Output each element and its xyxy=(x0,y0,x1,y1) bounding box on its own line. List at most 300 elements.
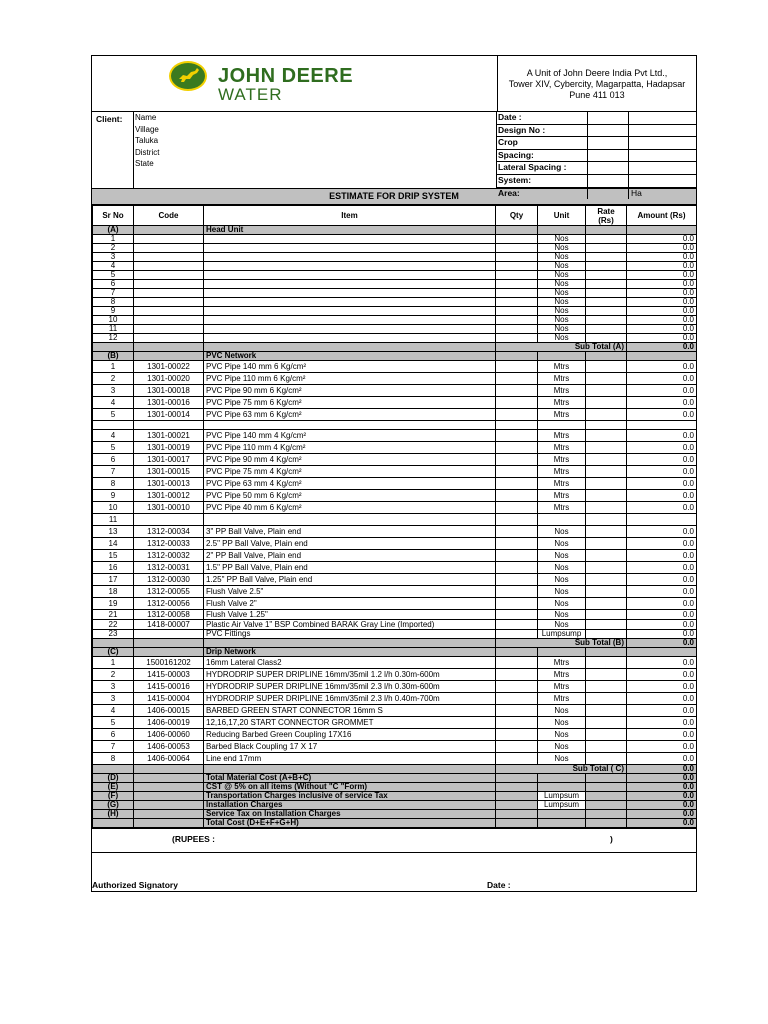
sub-total-blank xyxy=(93,343,134,352)
table-row xyxy=(93,648,697,657)
table-row xyxy=(93,693,697,705)
table-row xyxy=(93,307,697,316)
logo-area xyxy=(92,56,498,111)
cell-item: Reducing Barbed Green Coupling 17X16 xyxy=(204,729,496,741)
cell-qty xyxy=(496,280,538,289)
cell-item: 2.5" PP Ball Valve, Plain end xyxy=(204,538,496,550)
cell-sr-no: 16 xyxy=(93,562,134,574)
cell-rate xyxy=(586,630,627,639)
meta-value[interactable] xyxy=(588,175,629,187)
cell-amount: 0.0 xyxy=(627,729,697,741)
cell-unit: Nos xyxy=(538,289,586,298)
table-row xyxy=(93,316,697,325)
cell-code xyxy=(134,280,204,289)
cell-qty xyxy=(496,669,538,681)
table-row xyxy=(93,657,697,669)
cell-amount: 0.0 xyxy=(627,550,697,562)
cell-code xyxy=(134,262,204,271)
table-row xyxy=(93,741,697,753)
cell-sr-no: 8 xyxy=(93,298,134,307)
brand-subname: WATER xyxy=(218,85,283,104)
cell-code: 1415-00003 xyxy=(134,669,204,681)
cell-amount: 0.0 xyxy=(627,334,697,343)
meta-label: Date : xyxy=(497,112,588,124)
table-row xyxy=(93,478,697,490)
meta-value[interactable] xyxy=(588,112,629,124)
cell-item: BARBED GREEN START CONNECTOR 16mm S xyxy=(204,705,496,717)
cell-item: PVC Pipe 90 mm 4 Kg/cm² xyxy=(204,454,496,466)
table-row xyxy=(93,729,697,741)
cell-code xyxy=(134,648,204,657)
cell-rate xyxy=(586,235,627,244)
table-row xyxy=(93,361,697,373)
cell-item: Service Tax on Installation Charges xyxy=(204,810,496,819)
cell-code xyxy=(134,801,204,810)
cell-sr-no: 2 xyxy=(93,373,134,385)
cell-code xyxy=(134,289,204,298)
cell-sr-no: 5 xyxy=(93,409,134,421)
cell-sr-no: 1 xyxy=(93,235,134,244)
table-row xyxy=(93,352,697,361)
cell-code xyxy=(134,316,204,325)
cell-sr-no: 9 xyxy=(93,490,134,502)
cell-rate xyxy=(586,774,627,783)
cell-sr-no: 22 xyxy=(93,620,134,630)
cell-rate xyxy=(586,397,627,409)
cell-rate xyxy=(586,409,627,421)
cell-item: PVC Pipe 50 mm 6 Kg/cm² xyxy=(204,490,496,502)
header xyxy=(92,56,696,112)
client-field-state: State xyxy=(135,159,154,168)
signature-date-label: Date : xyxy=(487,880,511,890)
cell-sr-no: 4 xyxy=(93,262,134,271)
cell-unit xyxy=(538,648,586,657)
cell-sr-no: 9 xyxy=(93,307,134,316)
table-row xyxy=(93,502,697,514)
meta-unit xyxy=(629,150,696,162)
cell-code xyxy=(134,298,204,307)
cell-code xyxy=(134,235,204,244)
cell-code xyxy=(134,253,204,262)
cell-rate xyxy=(586,792,627,801)
cell-qty xyxy=(496,397,538,409)
cell-unit: Mtrs xyxy=(538,373,586,385)
cell-rate xyxy=(586,244,627,253)
client-fields xyxy=(134,112,497,188)
cell-code: 1415-00016 xyxy=(134,681,204,693)
table-row xyxy=(93,717,697,729)
cell-item: Total Material Cost (A+B+C) xyxy=(204,774,496,783)
cell-unit: Mtrs xyxy=(538,409,586,421)
meta-row xyxy=(497,137,696,150)
col-item: Item xyxy=(204,206,496,226)
meta-unit xyxy=(629,175,696,187)
cell-code: 1406-00060 xyxy=(134,729,204,741)
cell-qty xyxy=(496,620,538,630)
cell-code: 1312-00034 xyxy=(134,526,204,538)
cell-rate xyxy=(586,289,627,298)
cell-amount: 0.0 xyxy=(627,409,697,421)
table-row xyxy=(93,454,697,466)
cell-unit: Nos xyxy=(538,598,586,610)
sub-total-blank xyxy=(204,765,496,774)
col-rate: Rate (Rs) xyxy=(586,206,627,226)
cell-qty xyxy=(496,819,538,828)
cell-unit: Mtrs xyxy=(538,466,586,478)
cell-qty xyxy=(496,298,538,307)
cell-code xyxy=(134,244,204,253)
cell-code: 1418-00007 xyxy=(134,620,204,630)
cell-sr-no: 23 xyxy=(93,630,134,639)
cell-sr-no: (F) xyxy=(93,792,134,801)
cell-qty xyxy=(496,361,538,373)
cell-code: 1301-00014 xyxy=(134,409,204,421)
cell-sr-no: 1 xyxy=(93,361,134,373)
cell-rate xyxy=(586,478,627,490)
cell-amount xyxy=(627,226,697,235)
estimate-table xyxy=(92,205,697,828)
table-row xyxy=(93,235,697,244)
cell-amount: 0.0 xyxy=(627,610,697,620)
cell-amount: 0.0 xyxy=(627,466,697,478)
cell-qty xyxy=(496,630,538,639)
cell-amount: 0.0 xyxy=(627,774,697,783)
cell-unit: Nos xyxy=(538,538,586,550)
cell-item: HYDRODRIP SUPER DRIPLINE 16mm/35mil 1.2 l/h 0.30m-600m xyxy=(204,669,496,681)
cell-amount: 0.0 xyxy=(627,598,697,610)
cell-rate xyxy=(586,729,627,741)
cell-amount xyxy=(627,421,697,430)
cell-qty xyxy=(496,352,538,361)
cell-amount: 0.0 xyxy=(627,783,697,792)
cell-item: PVC Pipe 63 mm 4 Kg/cm² xyxy=(204,478,496,490)
cell-unit xyxy=(538,352,586,361)
cell-unit: Mtrs xyxy=(538,397,586,409)
cell-item: Plastic Air Valve 1" BSP Combined BARAK Gray Line (Imported) xyxy=(204,620,496,630)
cell-code: 1312-00030 xyxy=(134,574,204,586)
cell-code: 1406-00053 xyxy=(134,741,204,753)
cell-item: Drip Network xyxy=(204,648,496,657)
cell-item: PVC Pipe 75 mm 6 Kg/cm² xyxy=(204,397,496,409)
cell-unit: Nos xyxy=(538,574,586,586)
rupees-label: (RUPEES : xyxy=(172,834,215,844)
meta-row xyxy=(497,112,696,125)
meta-label: Spacing: xyxy=(497,150,588,162)
cell-item xyxy=(204,280,496,289)
table-row xyxy=(93,490,697,502)
cell-amount: 0.0 xyxy=(627,298,697,307)
cell-rate xyxy=(586,526,627,538)
cell-sr-no: 21 xyxy=(93,610,134,620)
cell-code xyxy=(134,630,204,639)
cell-qty xyxy=(496,289,538,298)
table-row xyxy=(93,262,697,271)
cell-unit: Nos xyxy=(538,298,586,307)
cell-qty xyxy=(496,729,538,741)
brand-name: JOHN DEERE xyxy=(218,65,354,87)
cell-item: PVC Pipe 40 mm 6 Kg/cm² xyxy=(204,502,496,514)
cell-item: 16mm Lateral Class2 xyxy=(204,657,496,669)
meta-value[interactable] xyxy=(588,137,629,149)
cell-item xyxy=(204,271,496,280)
cell-sr-no: (C) xyxy=(93,648,134,657)
table-row xyxy=(93,550,697,562)
cell-code: 1312-00058 xyxy=(134,610,204,620)
cell-rate xyxy=(586,466,627,478)
cell-unit: Nos xyxy=(538,729,586,741)
client-field-taluka: Taluka xyxy=(135,136,159,145)
cell-rate xyxy=(586,514,627,526)
cell-item xyxy=(204,244,496,253)
table-row xyxy=(93,538,697,550)
cell-code: 1406-00015 xyxy=(134,705,204,717)
cell-rate xyxy=(586,586,627,598)
cell-item xyxy=(204,298,496,307)
cell-item: Line end 17mm xyxy=(204,753,496,765)
cell-code: 1301-00013 xyxy=(134,478,204,490)
cell-sr-no: 5 xyxy=(93,442,134,454)
cell-sr-no: 13 xyxy=(93,526,134,538)
client-field-district: District xyxy=(135,147,160,157)
cell-rate xyxy=(586,502,627,514)
cell-item: Installation Charges xyxy=(204,801,496,810)
cell-sr-no: 3 xyxy=(93,693,134,705)
cell-qty xyxy=(496,681,538,693)
cell-sr-no: 8 xyxy=(93,478,134,490)
col-qty: Qty xyxy=(496,206,538,226)
cell-sr-no: 6 xyxy=(93,729,134,741)
cell-amount: 0.0 xyxy=(627,681,697,693)
sub-total-amount: 0.0 xyxy=(627,343,697,352)
cell-sr-no: 3 xyxy=(93,681,134,693)
cell-amount: 0.0 xyxy=(627,325,697,334)
cell-qty xyxy=(496,705,538,717)
cell-unit: Mtrs xyxy=(538,385,586,397)
table-row xyxy=(93,373,697,385)
cell-amount: 0.0 xyxy=(627,657,697,669)
meta-label: Design No : xyxy=(497,125,588,137)
estimate-sheet xyxy=(91,55,697,892)
cell-unit xyxy=(538,514,586,526)
cell-qty xyxy=(496,316,538,325)
cell-code: 1312-00032 xyxy=(134,550,204,562)
cell-item: 2" PP Ball Valve, Plain end xyxy=(204,550,496,562)
cell-item: Flush Valve 2.5" xyxy=(204,586,496,598)
cell-item: 3" PP Ball Valve, Plain end xyxy=(204,526,496,538)
table-row xyxy=(93,669,697,681)
table-row xyxy=(93,598,697,610)
cell-code xyxy=(134,792,204,801)
cell-qty xyxy=(496,648,538,657)
table-row xyxy=(93,586,697,598)
cell-unit: Mtrs xyxy=(538,502,586,514)
cell-amount: 0.0 xyxy=(627,253,697,262)
meta-value[interactable] xyxy=(588,150,629,162)
cell-unit: Nos xyxy=(538,562,586,574)
cell-sr-no xyxy=(93,819,134,828)
cell-rate xyxy=(586,334,627,343)
cell-qty xyxy=(496,657,538,669)
cell-sr-no: 7 xyxy=(93,289,134,298)
client-field-village: Village xyxy=(135,124,159,134)
cell-item: CST @ 5% on all items (Without "C "Form) xyxy=(204,783,496,792)
cell-rate xyxy=(586,810,627,819)
estimate-title: ESTIMATE FOR DRIP SYSTEM xyxy=(92,189,696,205)
cell-qty xyxy=(496,262,538,271)
cell-item xyxy=(204,307,496,316)
cell-item xyxy=(204,262,496,271)
cell-unit: Nos xyxy=(538,235,586,244)
cell-unit: Mtrs xyxy=(538,669,586,681)
table-row xyxy=(93,801,697,810)
rupees-row xyxy=(92,828,696,853)
sub-total-label: Sub Total (B) xyxy=(496,639,627,648)
cell-code: 1301-00016 xyxy=(134,397,204,409)
cell-qty xyxy=(496,385,538,397)
cell-sr-no: (B) xyxy=(93,352,134,361)
cell-rate xyxy=(586,361,627,373)
cell-item: HYDRODRIP SUPER DRIPLINE 16mm/35mil 2.3 l/h 0.40m-700m xyxy=(204,693,496,705)
cell-item: Transportation Charges inclusive of service Tax xyxy=(204,792,496,801)
cell-amount: 0.0 xyxy=(627,819,697,828)
cell-qty xyxy=(496,502,538,514)
john-deere-logo-icon xyxy=(169,61,207,91)
cell-sr-no: 4 xyxy=(93,430,134,442)
cell-amount: 0.0 xyxy=(627,385,697,397)
cell-amount: 0.0 xyxy=(627,478,697,490)
sub-total-amount: 0.0 xyxy=(627,765,697,774)
client-field-name: Name xyxy=(135,113,157,122)
cell-rate xyxy=(586,550,627,562)
cell-code: 1301-00015 xyxy=(134,466,204,478)
table-row xyxy=(93,574,697,586)
table-row xyxy=(93,385,697,397)
cell-qty xyxy=(496,442,538,454)
cell-amount: 0.0 xyxy=(627,526,697,538)
cell-code: 1500161202 xyxy=(134,657,204,669)
cell-code xyxy=(134,325,204,334)
cell-amount: 0.0 xyxy=(627,562,697,574)
cell-sr-no: 1 xyxy=(93,657,134,669)
cell-item: PVC Pipe 110 mm 6 Kg/cm² xyxy=(204,373,496,385)
meta-row xyxy=(497,150,696,163)
cell-item: PVC Pipe 140 mm 6 Kg/cm² xyxy=(204,361,496,373)
cell-rate xyxy=(586,316,627,325)
cell-item xyxy=(204,325,496,334)
cell-unit: Nos xyxy=(538,325,586,334)
cell-code: 1415-00004 xyxy=(134,693,204,705)
cell-sr-no: 2 xyxy=(93,244,134,253)
authorized-signatory: Authorized Signatory xyxy=(92,880,178,890)
cell-sr-no: 4 xyxy=(93,705,134,717)
cell-sr-no: 4 xyxy=(93,397,134,409)
cell-qty xyxy=(496,717,538,729)
cell-qty xyxy=(496,244,538,253)
table-row xyxy=(93,289,697,298)
cell-item: PVC Pipe 140 mm 4 Kg/cm² xyxy=(204,430,496,442)
cell-item xyxy=(204,289,496,298)
cell-item: Flush Valve 2" xyxy=(204,598,496,610)
cell-amount: 0.0 xyxy=(627,397,697,409)
cell-amount: 0.0 xyxy=(627,810,697,819)
cell-qty xyxy=(496,373,538,385)
cell-amount xyxy=(627,352,697,361)
table-row xyxy=(93,397,697,409)
col-unit: Unit xyxy=(538,206,586,226)
cell-unit: Nos xyxy=(538,334,586,343)
meta-value[interactable] xyxy=(588,162,629,174)
sub-total-blank xyxy=(93,765,134,774)
table-row xyxy=(93,466,697,478)
cell-qty xyxy=(496,478,538,490)
cell-amount: 0.0 xyxy=(627,586,697,598)
table-row xyxy=(93,430,697,442)
cell-amount: 0.0 xyxy=(627,792,697,801)
table-row xyxy=(93,244,697,253)
cell-qty xyxy=(496,538,538,550)
cell-unit xyxy=(538,810,586,819)
cell-code xyxy=(134,226,204,235)
cell-code: 1312-00055 xyxy=(134,586,204,598)
cell-amount: 0.0 xyxy=(627,454,697,466)
cell-unit xyxy=(538,421,586,430)
cell-sr-no: 3 xyxy=(93,385,134,397)
company-line-2: Tower XIV, Cybercity, Magarpatta, Hadapsar xyxy=(508,79,686,89)
cell-sr-no: 7 xyxy=(93,741,134,753)
cell-sr-no xyxy=(93,421,134,430)
cell-amount: 0.0 xyxy=(627,741,697,753)
cell-rate xyxy=(586,819,627,828)
table-row xyxy=(93,774,697,783)
table-row xyxy=(93,343,697,352)
col-code: Code xyxy=(134,206,204,226)
table-row xyxy=(93,630,697,639)
cell-rate xyxy=(586,352,627,361)
cell-sr-no: 7 xyxy=(93,466,134,478)
cell-item xyxy=(204,421,496,430)
meta-value[interactable] xyxy=(588,125,629,137)
cell-code xyxy=(134,421,204,430)
cell-rate xyxy=(586,490,627,502)
meta-value[interactable] xyxy=(588,188,629,200)
cell-unit: Mtrs xyxy=(538,442,586,454)
cell-rate xyxy=(586,669,627,681)
cell-rate xyxy=(586,783,627,792)
cell-code: 1301-00010 xyxy=(134,502,204,514)
cell-rate xyxy=(586,307,627,316)
cell-code xyxy=(134,783,204,792)
cell-rate xyxy=(586,325,627,334)
cell-rate xyxy=(586,262,627,271)
signature-row xyxy=(92,853,696,891)
table-row xyxy=(93,271,697,280)
cell-amount: 0.0 xyxy=(627,669,697,681)
cell-item: Head Unit xyxy=(204,226,496,235)
cell-item: Barbed Black Coupling 17 X 17 xyxy=(204,741,496,753)
cell-amount: 0.0 xyxy=(627,490,697,502)
col-amount: Amount (Rs) xyxy=(627,206,697,226)
meta-unit xyxy=(629,112,696,124)
cell-code: 1301-00019 xyxy=(134,442,204,454)
cell-qty xyxy=(496,598,538,610)
cell-code: 1301-00020 xyxy=(134,373,204,385)
cell-rate xyxy=(586,610,627,620)
cell-sr-no: 17 xyxy=(93,574,134,586)
cell-unit: Mtrs xyxy=(538,681,586,693)
cell-rate xyxy=(586,753,627,765)
cell-unit: Nos xyxy=(538,244,586,253)
cell-code: 1301-00021 xyxy=(134,430,204,442)
